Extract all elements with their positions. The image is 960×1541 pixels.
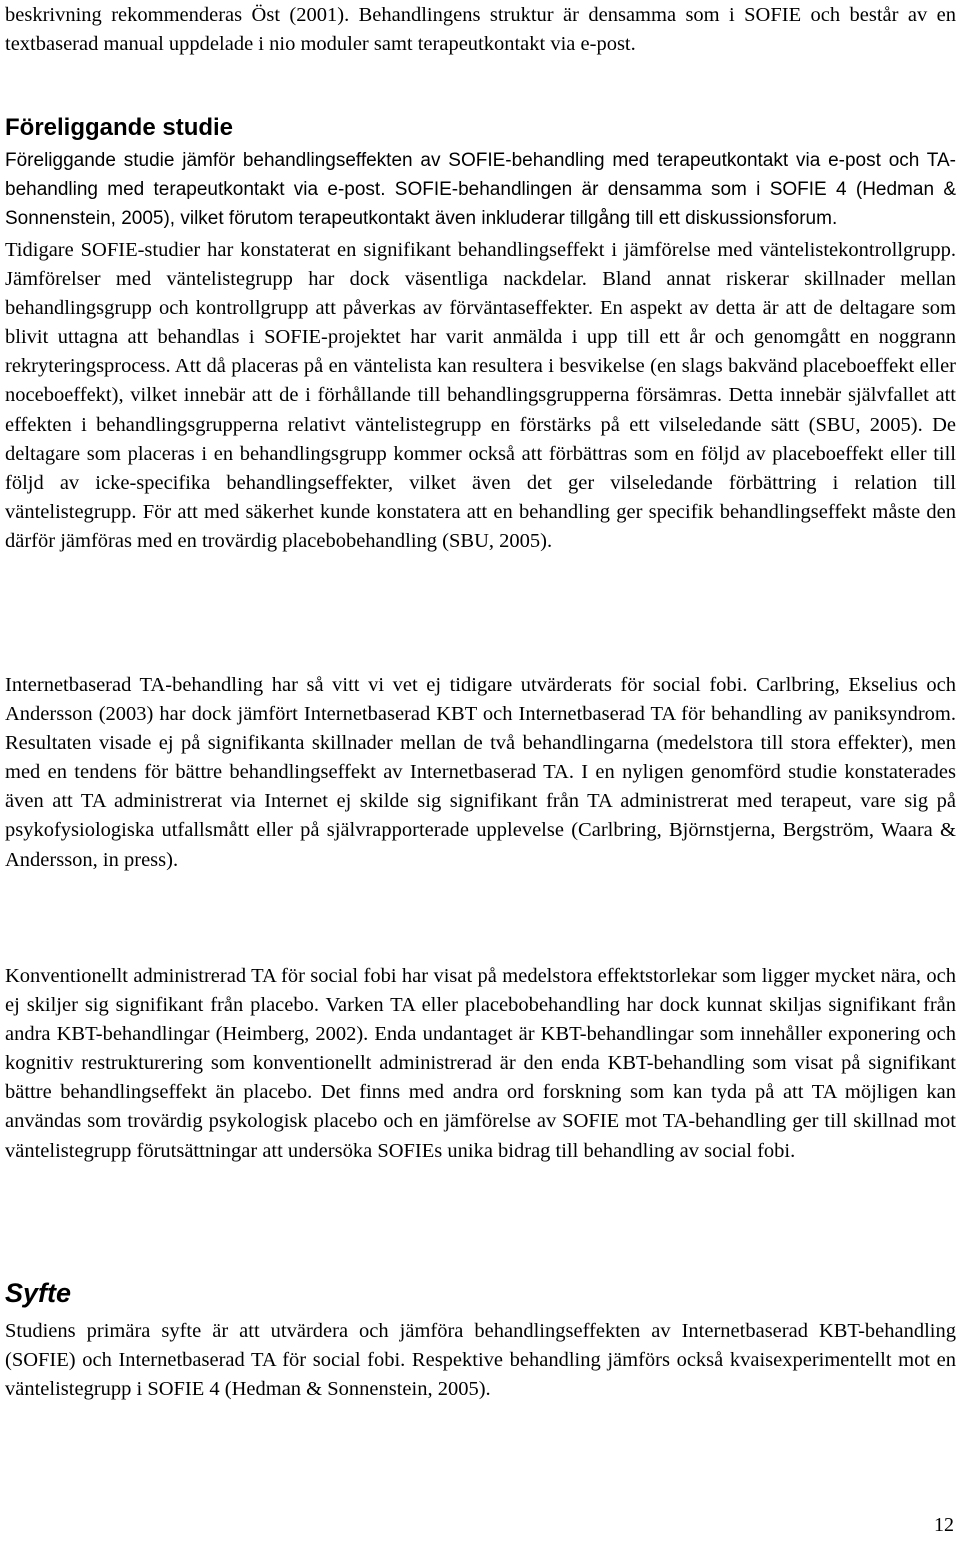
paragraph-syfte: Studiens primära syfte är att utvärdera och jämföra behandlingseffekten av Internetbaserad KBT-behandling (SOFIE) och Internetbaserad TA för social fobi. Respektive behandling jämförs också kvaisexperimentellt mot en väntelistegrupp i SOFIE 4 (Hedman & Sonnenstein, 2005). xyxy=(5,1320,956,1401)
page-number: 12 xyxy=(934,1514,954,1536)
intro-paragraph: beskrivning rekommenderas Öst (2001). Behandlingens struktur är densamma som i SOFIE och består av en textbaserad manual uppdelade i nio moduler samt terapeutkontakt via e-post. xyxy=(5,4,956,56)
paragraph-internetbaserad-ta: Internetbaserad TA-behandling har så vitt vi vet ej tidigare utvärderats för social fobi. Carlbring, Ekselius och Andersson (2003) har dock jämfört Internetbaserad KBT och Internetbaserad TA för behandling av paniksyndrom. Resultaten visade ej på signifikanta skillnader mellan de två behandlingarna (medelstora till stora effekter), men med en tendens för bättre behandlingseffekt av Internetbaserad TA. I en nyligen genomförd studie konstaterades även att TA administrerat via Internet ej skilde sig signifikant från TA administrerat med terapeut, vare sig på psykofysiologiska utfallsmått eller på självrapporterade upplevelse (Carlbring, Björnstjerna, Bergström, Waara & Andersson, in press). xyxy=(5,674,956,871)
paragraph-foreliggande-tidigare: Tidigare SOFIE-studier har konstaterat en signifikant behandlingseffekt i jämförelse med väntelistekontrollgrupp. Jämförelser med väntelistegrupp har dock väsentliga nackdelar. Bland annat riskerar skillnader mellan behandlingsgrupp och kontrollgrupp att påverkas av förväntaseffekter. En aspekt av detta är att de deltagare som blivit uttagna att behandlas i SOFIE-projektet har varit anmälda i upp till ett år och genomgått en noggrann rekryteringsprocess. Att då placeras på en väntelista kan resultera i besvikelse (en slags bakvänd placeboeffekt eller noceboeffekt), vilket innebär att de i förhållande till behandlingsgrupperna försämras. Detta innebär självfallet att effekten i behandlingsgrupperna relativt väntelistegrupp en förstärks på ett vilseledande sätt (SBU, 2005). De deltagare som placeras i en behandlingsgrupp kommer också att förbättras som en följd av placeboeffekt eller till följd av icke-specifika behandlingseffekter, vilket även det ger vilseledande förbättring i relation till väntelistegrupp. För att med säkerhet kunde konstatera att en behandling ger specifik behandlingseffekt måste den därför jämföras med en trovärdig placebobehandling (SBU, 2005). xyxy=(5,239,956,552)
paragraph-konventionellt-ta: Konventionellt administrerad TA för social fobi har visat på medelstora effektstorlekar som ligger mycket nära, och ej skiljer sig signifikant från placebo. Varken TA eller placebobehandling har dock kunnat skiljas signifikant från andra KBT-behandlingar (Heimberg, 2002). Enda undantaget är KBT-behandlingar som innehåller exponering och kognitiv restrukturering som konventionellt administrerad är den enda KBT-behandling som visat på signifikant bättre behandlingseffekt än placebo. Det finns med andra ord forskning som kan tyda på att TA möjligen kan användas som trovärdig psykologisk placebo och en jämförelse av SOFIE mot TA-behandling ger till skillnad mot väntelistegrupp förutsättningar att undersöka SOFIEs unika bidrag till behandling av social fobi. xyxy=(5,965,956,1162)
paragraph-foreliggande-intro: Föreliggande studie jämför behandlingseffekten av SOFIE-behandling med terapeutkontakt via e-post och TA-behandling med terapeutkontakt via e-post. SOFIE-behandlingen är densamma som i SOFIE 4 (Hedman & Sonnenstein, 2005), vilket förutom terapeutkontakt även inkluderar tillgång till ett diskussionsforum. xyxy=(5,150,956,229)
section-heading-foreliggande-studie: Föreliggande studie xyxy=(5,114,234,141)
section-heading-syfte: Syfte xyxy=(5,1278,72,1308)
